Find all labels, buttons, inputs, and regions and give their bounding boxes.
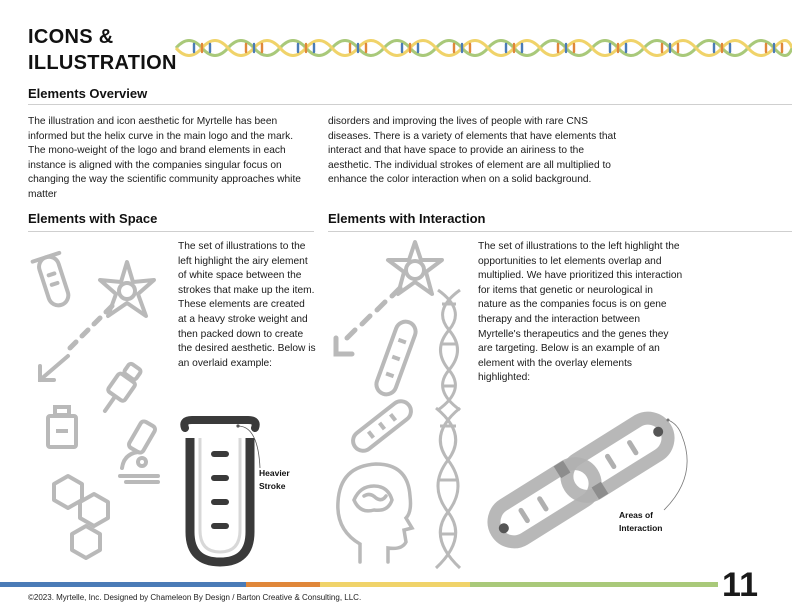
footer-bar-green [470, 582, 718, 587]
space-divider [28, 231, 314, 232]
overview-heading: Elements Overview [28, 86, 148, 101]
callout-line-icon [236, 424, 266, 470]
areas-of-interaction-line1: Areas of [619, 510, 654, 520]
overview-text-col2: disorders and improving the lives of people with rare CNS diseases. There is a variety of elements that have elements that interact and that have space to provide an airiness to the aesthetic. The individual strokes of element are all multiplied to enhance the color interaction when on a solid background. [328, 116, 617, 186]
interaction-divider [328, 231, 792, 232]
page-title-line1: ICONS & [28, 26, 114, 48]
areas-of-interaction-line2: Interaction [619, 523, 663, 533]
areas-of-interaction-callout [619, 509, 662, 535]
interaction-text: The set of illustrations to the left highlight the opportunities to let elements overlap and multiplied. We have prioritized this interaction for items that genetic or neurological in nature as the companies focus is on gene therapy and the interaction between Myrtelle's therapeutics and the genes they are targeting. Below is an example of an element with the overlay elements highlighted: [478, 241, 683, 384]
branch-arrow-icon [34, 350, 74, 386]
chromosome-diagonal-icon [344, 396, 420, 456]
page-title [28, 24, 177, 76]
space-text: The set of illustrations to the left highlight the airy element of white space between the strokes that make up the item. These elements are created at a heavy stroke weight and then packed down to create the desired aesthetic. Below is an overlaid example: [178, 241, 316, 369]
page-number: 11 [722, 566, 758, 604]
interaction-callout-line-icon [628, 416, 688, 512]
heavier-stroke-line1: Heavier [259, 468, 290, 478]
dna-helix-banner-icon [176, 33, 792, 63]
heavier-stroke-line2: Stroke [259, 481, 286, 491]
chromosome-pill-icon [374, 318, 418, 398]
heavier-stroke-callout [259, 467, 290, 493]
interaction-heading: Elements with Interaction [328, 211, 486, 226]
molecule-icon [48, 470, 128, 560]
overview-text-col1: The illustration and icon aesthetic for Myrtelle has been informed but the helix curve in the main logo and the mark. The mono-weight of the logo and brand elements in each instance is aligned with the companies singular focus on changing the way the scientific community approaches white matter [28, 116, 301, 200]
footer-bar-blue [0, 582, 246, 587]
dna-strand-icon-2 [428, 408, 468, 568]
footer-bar-yellow [320, 582, 470, 587]
footer-bar-orange [246, 582, 320, 587]
dna-strand-icon-1 [432, 290, 466, 410]
footer-copyright: ©2023. Myrtelle, Inc. Designed by Chameleon By Design / Barton Creative & Consulting, LLC. [28, 593, 362, 602]
space-heading: Elements with Space [28, 211, 158, 226]
dropper-icon [98, 358, 144, 418]
brain-head-icon [330, 456, 416, 566]
overview-divider [28, 104, 792, 105]
page-title-line2: ILLUSTRATION [28, 52, 177, 74]
bottle-icon [44, 404, 80, 450]
